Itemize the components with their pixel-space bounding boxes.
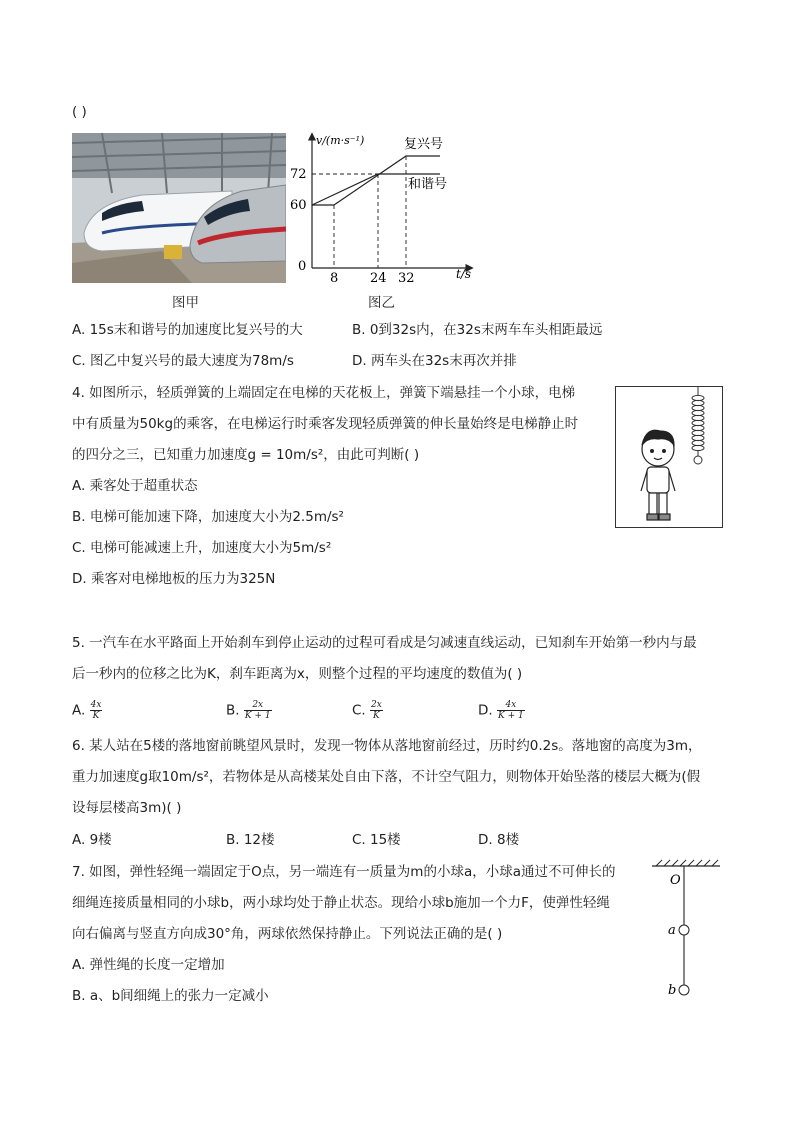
q5-option-b-label: B. [226, 702, 240, 719]
q7-text-line-3: 向右偏离与竖直方向成30°角，两球依然保持静止。下列说法正确的是( ) [72, 926, 503, 942]
x-tick-32: 32 [398, 271, 415, 284]
q5-option-d-fraction: $\frac{4x}{K + 1}$ [497, 700, 524, 721]
q5-option-a-fraction: $\frac{4x}{K}$ [90, 700, 102, 721]
hexie-label: 和谐号 [408, 177, 448, 192]
q6-option-b: B. 12楼 [226, 832, 275, 848]
ball-a [679, 925, 689, 935]
x-axis-label: t/s [456, 267, 472, 281]
q5-option-a [72, 700, 102, 721]
label-b: b [668, 983, 677, 998]
q6-option-c: C. 15楼 [352, 832, 401, 848]
q5-option-c-label: C. [352, 702, 366, 719]
q7-option-b: B. a、b间细绳上的张力一定减小 [72, 988, 269, 1004]
q4-text-line-1: 4. 如图所示，轻质弹簧的上端固定在电梯的天花板上，弹簧下端悬挂一个小球，电梯 [72, 385, 576, 401]
label-a: a [668, 923, 676, 938]
x-tick-8: 8 [330, 271, 339, 284]
spring [692, 395, 704, 450]
caption-photo: 图甲 [172, 295, 199, 311]
q3-option-d: D. 两车头在32s末再次并排 [352, 353, 517, 369]
y-tick-0: 0 [298, 259, 307, 274]
q5-text-line-1: 5. 一汽车在水平路面上开始刹车到停止运动的过程可看成是匀减速直线运动，已知刹车开始第一秒内与最 [72, 635, 697, 651]
y-tick-60: 60 [290, 198, 307, 213]
q3-option-a: A. 15s末和谐号的加速度比复兴号的大 [72, 322, 303, 338]
q5-option-c-fraction: $\frac{2x}{K}$ [371, 700, 382, 721]
q4-option-c: C. 电梯可能减速上升，加速度大小为5m/s² [72, 540, 332, 556]
q5-option-b [226, 700, 272, 721]
q5-option-b-fraction: $\frac{2x}{K + 1}$ [244, 700, 271, 721]
ball [694, 456, 702, 464]
fuxing-label: 复兴号 [404, 137, 444, 152]
q6-option-d: D. 8楼 [478, 832, 520, 848]
x-tick-24: 24 [370, 271, 387, 284]
q4-text-line-3: 的四分之三，已知重力加速度g = 10m/s²，由此可判断( ) [72, 447, 420, 463]
q3-answer-paren: ( ) [72, 104, 87, 120]
q4-option-a: A. 乘客处于超重状态 [72, 478, 198, 494]
q5-text-line-2: 后一秒内的位移之比为K，刹车距离为x，则整个过程的平均速度的数值为( ) [72, 666, 523, 682]
q7-text-line-1: 7. 如图，弹性轻绳一端固定于O点，另一端连有一质量为m的小球a，小球a通过不可伸长的 [72, 864, 616, 880]
q5-option-d [478, 700, 525, 721]
q6-text-line-3: 设每层楼高3m)( ) [72, 800, 182, 816]
q5-option-d-label: D. [478, 702, 493, 719]
q7-option-a: A. 弹性绳的长度一定增加 [72, 957, 225, 973]
elevator-figure [615, 386, 723, 528]
q4-option-d: D. 乘客对电梯地板的压力为325N [72, 571, 276, 587]
q4-option-b: B. 电梯可能加速下降，加速度大小为2.5m/s² [72, 509, 344, 525]
train-photo [72, 133, 286, 283]
ball-b [679, 985, 689, 995]
velocity-time-graph [286, 128, 486, 284]
q3-option-c: C. 图乙中复兴号的最大速度为78m/s [72, 353, 294, 369]
q7-text-line-2: 细绳连接质量相同的小球b，两小球均处于静止状态。现给小球b施加一个力F，使弹性轻绳 [72, 895, 610, 911]
label-o: O [670, 873, 681, 888]
pendulum-figure [650, 858, 724, 1004]
q6-text-line-2: 重力加速度g取10m/s²，若物体是从高楼某处自由下落，不计空气阻力，则物体开始坠落的楼层大概为(假 [72, 769, 701, 785]
passenger [641, 430, 675, 520]
caption-graph: 图乙 [368, 295, 395, 311]
q6-option-a: A. 9楼 [72, 832, 112, 848]
y-tick-72: 72 [290, 167, 307, 182]
q6-text-line-1: 6. 某人站在5楼的落地窗前眺望风景时，发现一物体从落地窗前经过，历时约0.2s。落地窗的高度为3m， [72, 738, 702, 754]
ceiling-hatching [656, 860, 718, 866]
y-axis-label: v/(m·s⁻¹) [316, 134, 365, 147]
q3-option-b: B. 0到32s内，在32s末两车车头相距最远 [352, 322, 603, 338]
q5-option-a-label: A. [72, 702, 86, 719]
q4-text-line-2: 中有质量为50kg的乘客，在电梯运行时乘客发现轻质弹簧的伸长量始终是电梯静止时 [72, 416, 579, 432]
q5-option-c [352, 700, 383, 721]
